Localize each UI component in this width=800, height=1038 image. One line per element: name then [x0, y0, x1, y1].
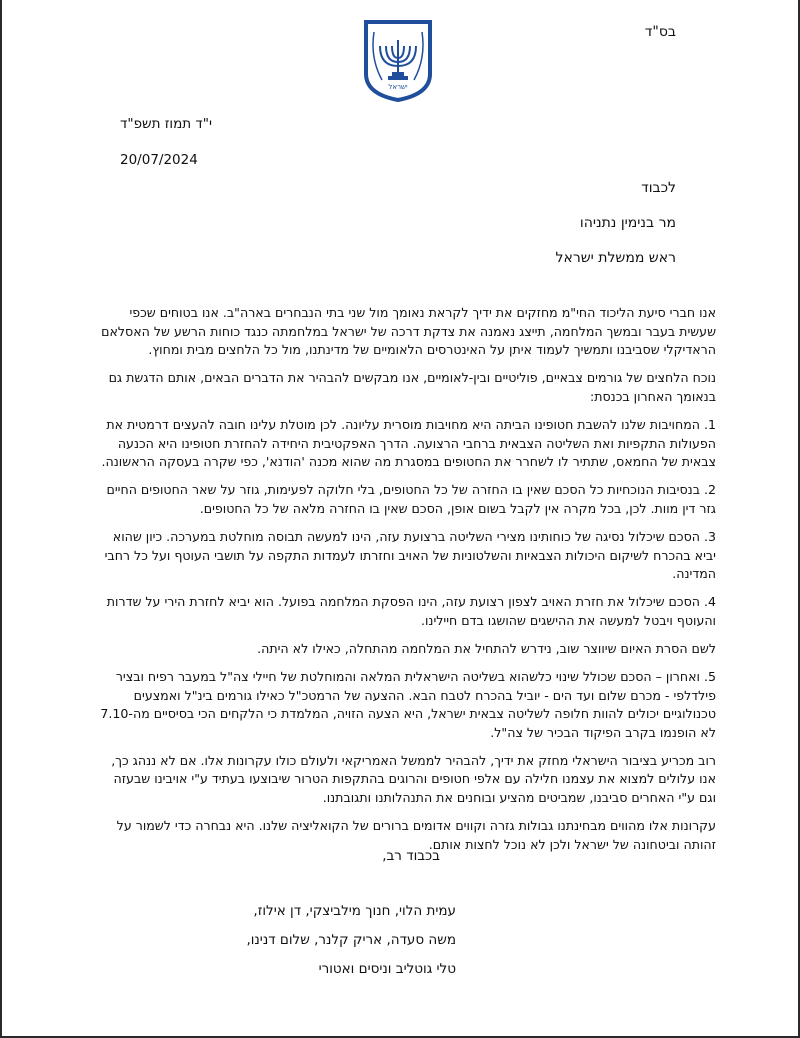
closing-line: בכבוד רב,	[382, 848, 440, 864]
paragraph: 1. המחויבות שלנו להשבת חטופינו הביתה היא מחויבות מוסרית עליונה. לכן מוטלת עלינו חובה להעצים דרמטית את הפעולות התקפיות ואת השליטה הצבאית ברחבי הרצועה. הדרך האפקטיבית היחידה להחזרת חטופינו היא הכנעה צבאית של החמאס, שתתיר לו לשחרר את החטופים במסגרת מה שהוא מכנה 'הודנא', כפי שקרה בעסקה הראשונה.	[101, 416, 716, 470]
letter-body	[100, 304, 716, 864]
signature-line: טלי גוטליב וניסים ואטורי	[318, 961, 456, 977]
signatures-block	[246, 903, 456, 990]
paragraph: עקרונות אלו מהווים מבחינתנו גבולות גזרה וקווים אדומים ברורים של הקואליציה שלנו. היא נבחרה כדי לשמור על זהותה וביטחונה של ישראל ולכן לא נוכל לחצות אותם.	[116, 818, 716, 852]
date-block	[120, 116, 212, 168]
emblem-caption: ישראל	[388, 83, 408, 91]
paragraph: 2. בנסיבות הנוכחיות כל הסכם שאין בו החזרה של כל החטופים, בלי חלוקה לפעימות, גוזר על שאר החטופים החיים גזר דין מוות. לכן, בכל מקרה אין לקבל בשום אופן, הסכם שאין בו החזרה מלאה של כל החטופים.	[106, 482, 716, 516]
hebrew-date: י"ד תמוז תשפ"ד	[120, 116, 213, 132]
paragraph: לשם הסרת האיום שיווצר שוב, נידרש להתחיל את המלחמה מהתחלה, כאילו לא היתה.	[257, 640, 716, 656]
paragraph: 4. הסכם שיכלול את חזרת האויב לצפון רצועת עזה, הינו הפסקת המלחמה בפועל. הוא יביא לחזרת הירי על שדרות והעוטף ויבטל למעשה את ההישגים שהושגו בדם חיילינו.	[106, 594, 716, 628]
paragraph: 3. הסכם שיכלול נסיגה של כוחותינו מצירי השליטה ברצועת עזה, הינו למעשה תבוסה מוחלטת במערכה. כיון שהוא יביא בהכרח לשיקום היכולות הצבאיות והשלטוניות של האויב וחזרתו לעמדות התקפה על תושבי העוטף ועל כל רחבי המדינה.	[104, 528, 716, 582]
paragraph: 5. ואחרון – הסכם שכולל שינוי כלשהוא בשליטה הישראלית המלאה והמוחלטת של חיילי צה"ל במעבר רפיח ובציר פילדלפי - מכרם שלום ועד הים - יוביל בהכרח לטבח הבא. ההצעה של הרמטכ"ל כאילו גורמים בינ"ל ואמצעים טכנולוגיים יכולים להוות חלופה לשליטה צבאית ישראל, היא הצעה הזויה, המלמדת כי הלקחים הכי בסיסיים מה-7.10 לא הופנמו בקרב הפיקוד הבכיר של צה"ל.	[100, 669, 716, 740]
frame-left-edge	[0, 0, 2, 1038]
paragraph: אנו חברי סיעת הליכוד החי"מ מחזקים את ידיך לקראת נאומך מול שני בתי הנבחרים בארה"ב. אנו בטוחים שכפי שעשית בעבר ובמשך המלחמה, תייצג נאמנה את צדקת דרכה של ישראל במלחמתה כנגד כוחות הרשע של האסלאם הראדיקלי שסביבנו ותמשיך לעמוד איתן על האינטרסים הלאומיים של מדינתנו, מול כל הלחצים מבית ומחוץ.	[101, 305, 716, 358]
addressee-block	[556, 180, 676, 285]
state-emblem-icon	[360, 18, 436, 102]
gregorian-date: 20/07/2024	[120, 152, 198, 168]
addressee-name: מר בנימין נתניהו	[579, 215, 676, 231]
signature-line: משה סעדה, אריק קלנר, שלום דנינו,	[246, 932, 456, 948]
addressee-title: ראש ממשלת ישראל	[555, 250, 676, 266]
addressee-salutation: לכבוד	[641, 180, 676, 196]
signature-line: עמית הלוי, חנוך מילביצקי, דן אילוז,	[253, 903, 456, 919]
besd-header: בס"ד	[644, 24, 676, 40]
paragraph: נוכח הלחצים של גורמים צבאיים, פוליטיים ובין-לאומיים, אנו מבקשים להבהיר את הדברים הבאים, אותם הדגשת גם בנאומך האחרון בכנסת:	[108, 370, 716, 404]
paragraph: רוב מכריע בציבור הישראלי מחזק את ידיך, להבהיר לממשל האמריקאי ולעולם כולו עקרונות אלו. אם לא ננהג כך, אנו עלולים למצוא את עצמנו חלילה עם אלפי חטופים והרוגים בהתקפות הטרור שיבוצעו בעתיד ע"י אויבינו שבעזה וגם ע"י האחרים סביבנו, שמביטים מהציע ובוחנים את התנהלותנו ותגובתנו.	[111, 752, 716, 806]
